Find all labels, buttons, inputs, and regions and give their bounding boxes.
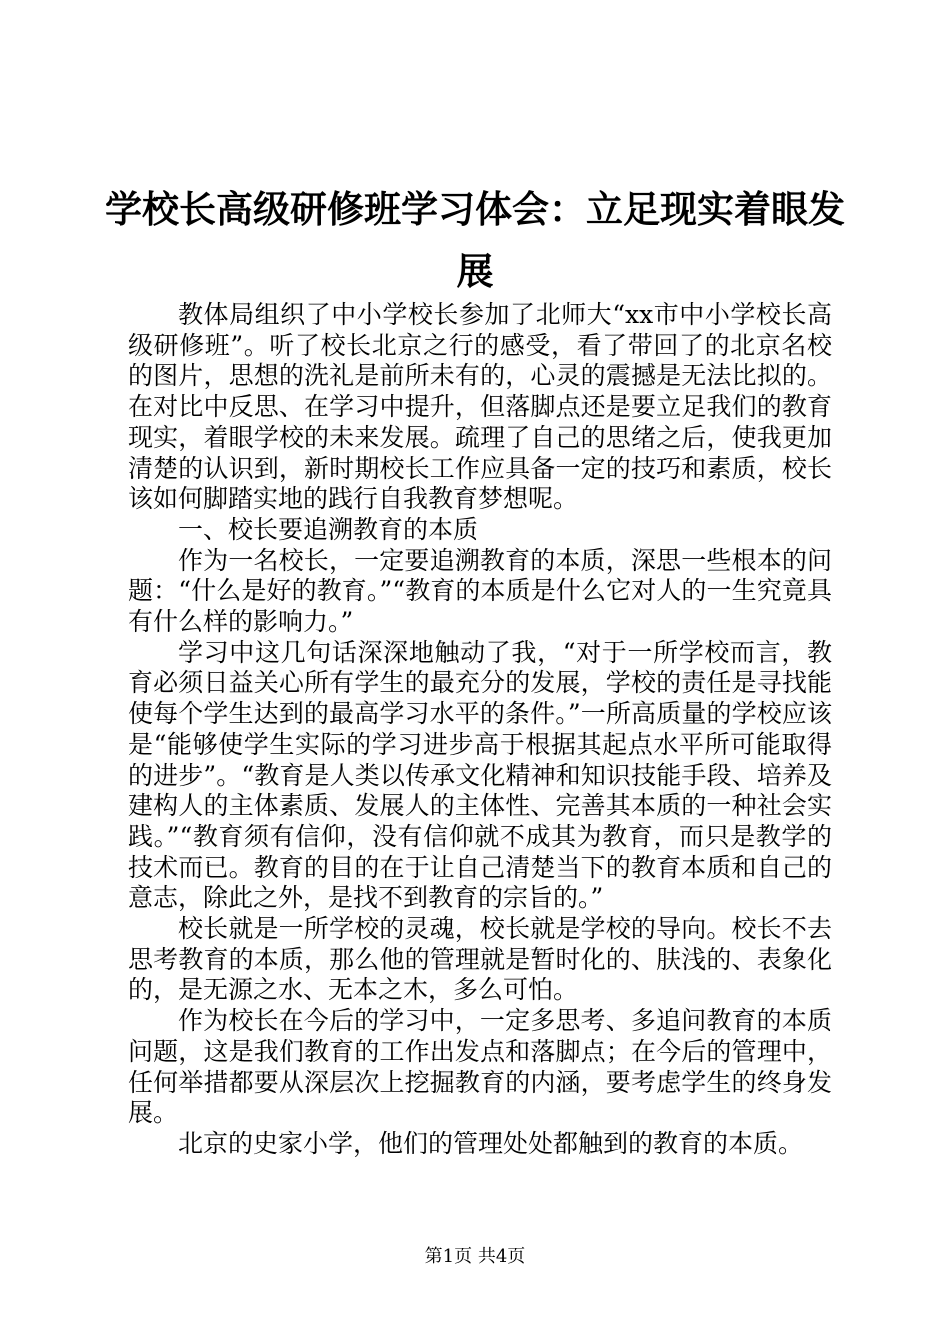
section-heading: 一、校长要追溯教育的本质 bbox=[178, 514, 479, 544]
document-body bbox=[128, 300, 832, 1160]
page-footer: 第1页 共4页 bbox=[424, 1246, 526, 1267]
paragraph: 学习中这几句话深深地触动了我，“对于一所学校而言，教育必须日益关心所有学生的最充分的发展，学校的责任是寻找能使每个学生达到的最高学习水平的条件。”一所高质量的学校应该是“能够使学生实际的学习进步高于根据其起点水平所可能取得的进步”。“教育是人类以传承文化精神和知识技能手段、培养及建构人的主体素质、发展人的主体性、完善其本质的一种社会实践。”“教育须有信仰，没有信仰就不成其为教育，而只是教学的技术而已。教育的目的在于让自己清楚当下的教育本质和自己的意志，除此之外，是找不到教育的宗旨的。” bbox=[128, 637, 832, 913]
paragraph-intro: 教体局组织了中小学校长参加了北师大“xx市中小学校长高级研修班”。听了校长北京之行的感受，看了带回了的北京名校的图片，思想的洗礼是前所未有的，心灵的震撼是无法比拟的。在对比中反思、在学习中提升，但落脚点还是要立足我们的教育现实，着眼学校的未来发展。疏理了自己的思绪之后，使我更加清楚的认识到，新时期校长工作应具备一定的技巧和素质，校长该如何脚踏实地的践行自我教育梦想呢。 bbox=[128, 300, 832, 514]
paragraph: 校长就是一所学校的灵魂，校长就是学校的导向。校长不去思考教育的本质，那么他的管理就是暂时化的、肤浅的、表象化的，是无源之水、无本之木，多么可怕。 bbox=[128, 914, 832, 1005]
paragraph: 作为一名校长，一定要追溯教育的本质，深思一些根本的问题：“什么是好的教育。”“教育的本质是什么它对人的一生究竟具有什么样的影响力。” bbox=[128, 545, 832, 637]
paragraph: 作为校长在今后的学习中，一定多思考、多追问教育的本质问题，这是我们教育的工作出发点和落脚点；在今后的管理中，任何举措都要从深层次上挖掘教育的内涵，要考虑学生的终身发展。 bbox=[128, 1006, 832, 1128]
document-title: 学校长高级研修班学习体会：立足现实着眼发展 bbox=[105, 187, 845, 293]
paragraph: 北京的史家小学，他们的管理处处都触到的教育的本质。 bbox=[178, 1128, 804, 1158]
